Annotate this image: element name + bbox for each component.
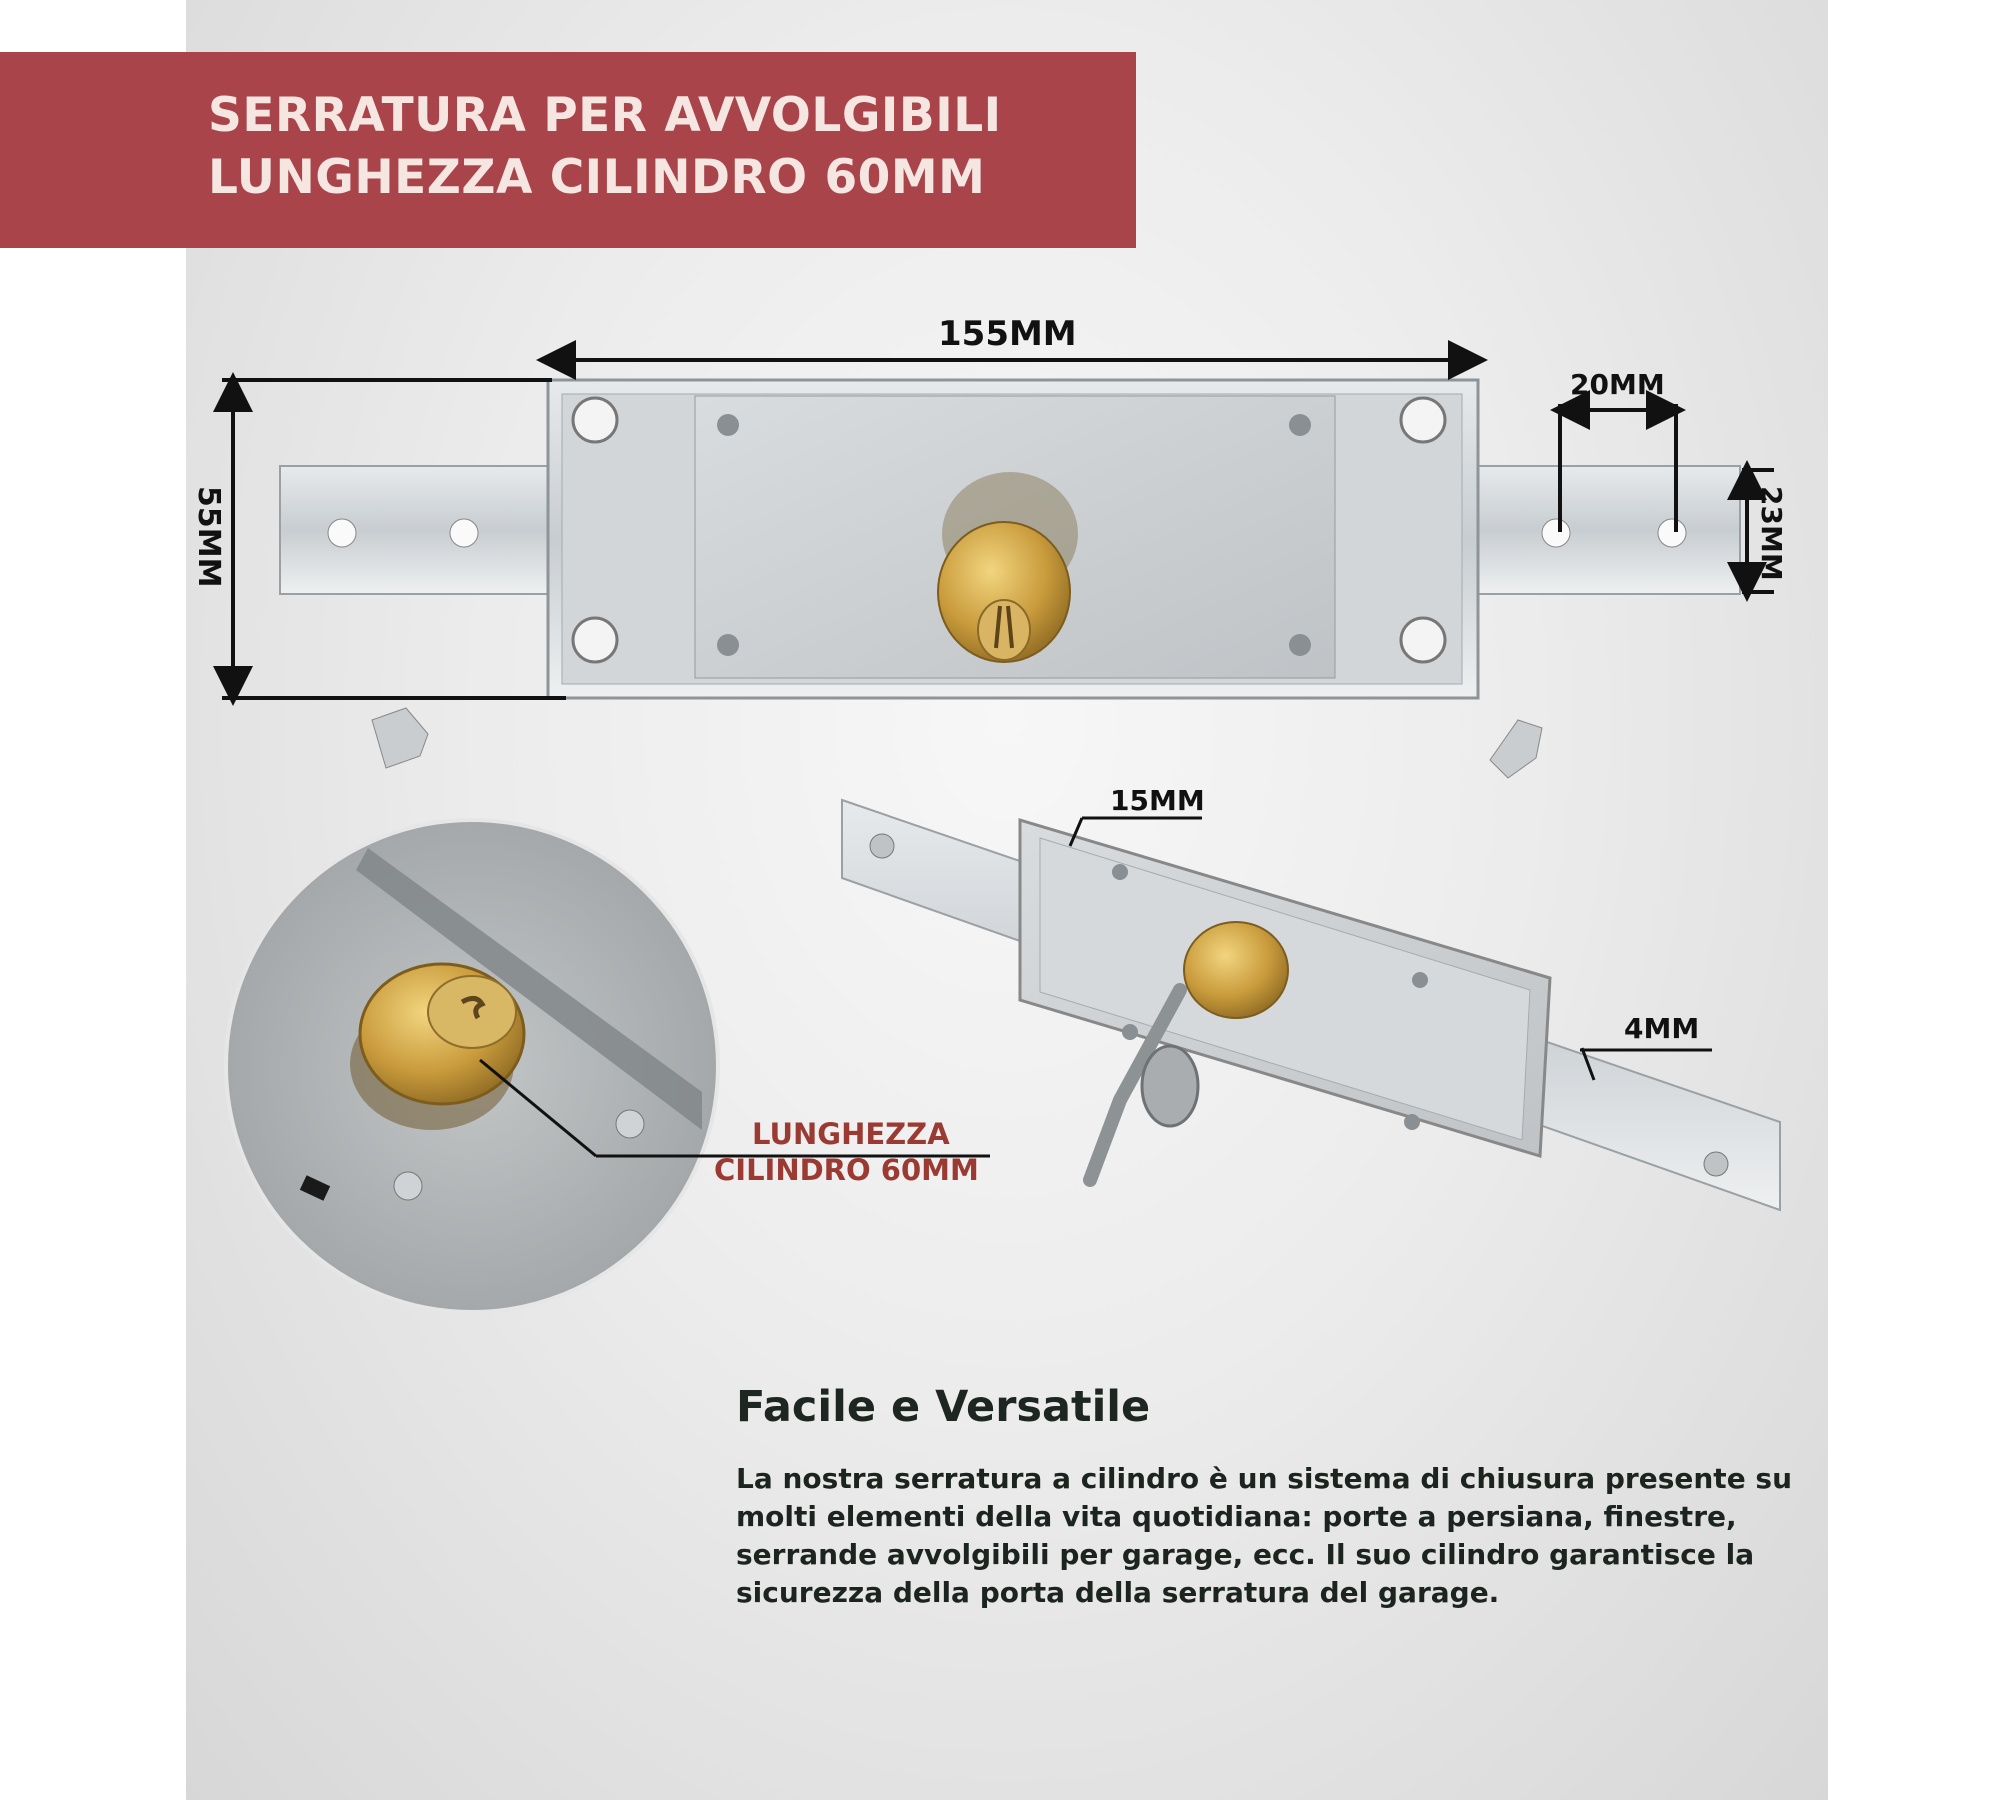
title-line-1: SERRATURA PER AVVOLGIBILI: [208, 88, 1002, 143]
thickness-dimension-label: 4MM: [1624, 1012, 1700, 1045]
pin-icon: [372, 708, 1542, 778]
depth-dimension-label: 15MM: [1110, 784, 1205, 817]
cylinder-closeup: [226, 820, 990, 1312]
width-dimension-label: 155MM: [938, 314, 1077, 354]
cylinder-callout-line-2: CILINDRO 60MM: [714, 1153, 979, 1187]
description-body: La nostra serratura a cilindro è un sistema di chiusura presente su molti elementi della vita quotidiana: porte a persiana, finestre, serrande avvolgibili per garage, ecc. Il suo cilindro garantisce la sicurezza della porta della serratura del garage.: [736, 1462, 1793, 1609]
cylinder-callout-line-1: LUNGHEZZA: [752, 1117, 950, 1151]
description-heading: Facile e Versatile: [736, 1382, 1151, 1432]
lock-body-front: [280, 380, 1740, 698]
lock-body-angled: [842, 800, 1780, 1210]
height-dimension-label: 55MM: [191, 486, 226, 588]
title-line-2: LUNGHEZZA CILINDRO 60MM: [208, 150, 986, 205]
hole-spacing-label: 20MM: [1570, 368, 1665, 401]
bar-height-label: 23MM: [1755, 486, 1788, 581]
